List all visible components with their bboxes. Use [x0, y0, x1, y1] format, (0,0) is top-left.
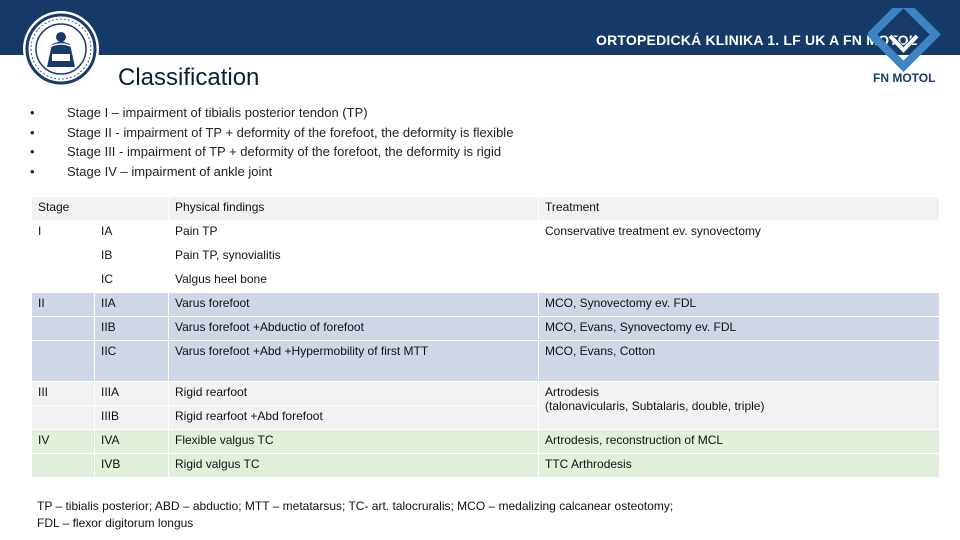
findings-cell: Varus forefoot +Abductio of forefoot [169, 317, 539, 341]
header-treatment: Treatment [539, 197, 940, 221]
table-row [32, 430, 940, 454]
substage-cell: IIIA [95, 382, 169, 406]
substage-cell: IIB [95, 317, 169, 341]
substage-cell: IIA [95, 293, 169, 317]
substage-cell: IA [95, 221, 169, 245]
header-bar [0, 0, 960, 55]
stage-cell [32, 454, 95, 478]
university-seal-icon [22, 10, 100, 88]
treatment-cell: MCO, Synovectomy ev. FDL [539, 293, 940, 317]
stage-cell [32, 245, 95, 269]
treatment-line: (talonavicularis, Subtalaris, double, triple) [545, 399, 765, 413]
findings-cell: Pain TP, synovialitis [169, 245, 539, 269]
treatment-cell: Artrodesis, reconstruction of MCL [539, 430, 940, 454]
substage-cell: IB [95, 245, 169, 269]
stage-cell: IV [32, 430, 95, 454]
treatment-cell [539, 382, 940, 430]
findings-cell: Valgus heel bone [169, 269, 539, 293]
table-row [32, 382, 940, 406]
findings-cell: Flexible valgus TC [169, 430, 539, 454]
stage-cell [32, 317, 95, 341]
bullet-item: • Stage II - impairment of TP + deformity of the forefoot, the deformity is flexible [30, 123, 513, 143]
substage-cell: IIIB [95, 406, 169, 430]
table-row [32, 454, 940, 478]
stage-cell: II [32, 293, 95, 317]
stage-cell [32, 406, 95, 430]
bullet-item: • Stage IV – impairment of ankle joint [30, 162, 513, 182]
substage-cell: IVA [95, 430, 169, 454]
stage-bullet-list [30, 103, 513, 181]
classification-table [31, 196, 940, 478]
substage-cell: IIC [95, 341, 169, 382]
page-title: Classification [118, 64, 260, 91]
findings-cell: Pain TP [169, 221, 539, 245]
header-stage: Stage [32, 197, 169, 221]
treatment-cell: MCO, Evans, Cotton [539, 341, 940, 382]
stage-cell: III [32, 382, 95, 406]
table-row [32, 293, 940, 317]
header-findings: Physical findings [169, 197, 539, 221]
table-row [32, 221, 940, 245]
stage-cell [32, 269, 95, 293]
clinic-name: ORTOPEDICKÁ KLINIKA 1. LF UK A FN MOTOL [596, 32, 918, 48]
substage-cell: IC [95, 269, 169, 293]
findings-cell: Varus forefoot [169, 293, 539, 317]
treatment-cell: TTC Arthrodesis [539, 454, 940, 478]
findings-cell: Rigid rearfoot +Abd forefoot [169, 406, 539, 430]
findings-cell: Rigid rearfoot [169, 382, 539, 406]
bullet-item: • Stage III - impairment of TP + deformity of the forefoot, the deformity is rigid [30, 142, 513, 162]
fn-motol-logo-text: FN MOTOL [873, 71, 936, 85]
findings-cell: Rigid valgus TC [169, 454, 539, 478]
treatment-line: Artrodesis [545, 385, 600, 399]
treatment-cell: MCO, Evans, Synovectomy ev. FDL [539, 317, 940, 341]
footnote: TP – tibialis posterior; ABD – abductio; MTT – metatarsus; TC- art. talocruralis; MCO – medalizing calcanear osteotomy; FDL – flexor digitorum longus [37, 499, 674, 530]
treatment-cell: Conservative treatment ev. synovectomy [539, 221, 940, 293]
table-row [32, 341, 940, 382]
table-header-row [32, 197, 940, 221]
stage-cell [32, 341, 95, 382]
findings-cell: Varus forefoot +Abd +Hypermobility of first MTT [169, 341, 539, 382]
stage-cell: I [32, 221, 95, 245]
substage-cell: IVB [95, 454, 169, 478]
bullet-item: • Stage I – impairment of tibialis posterior tendon (TP) [30, 103, 513, 123]
table-row [32, 317, 940, 341]
